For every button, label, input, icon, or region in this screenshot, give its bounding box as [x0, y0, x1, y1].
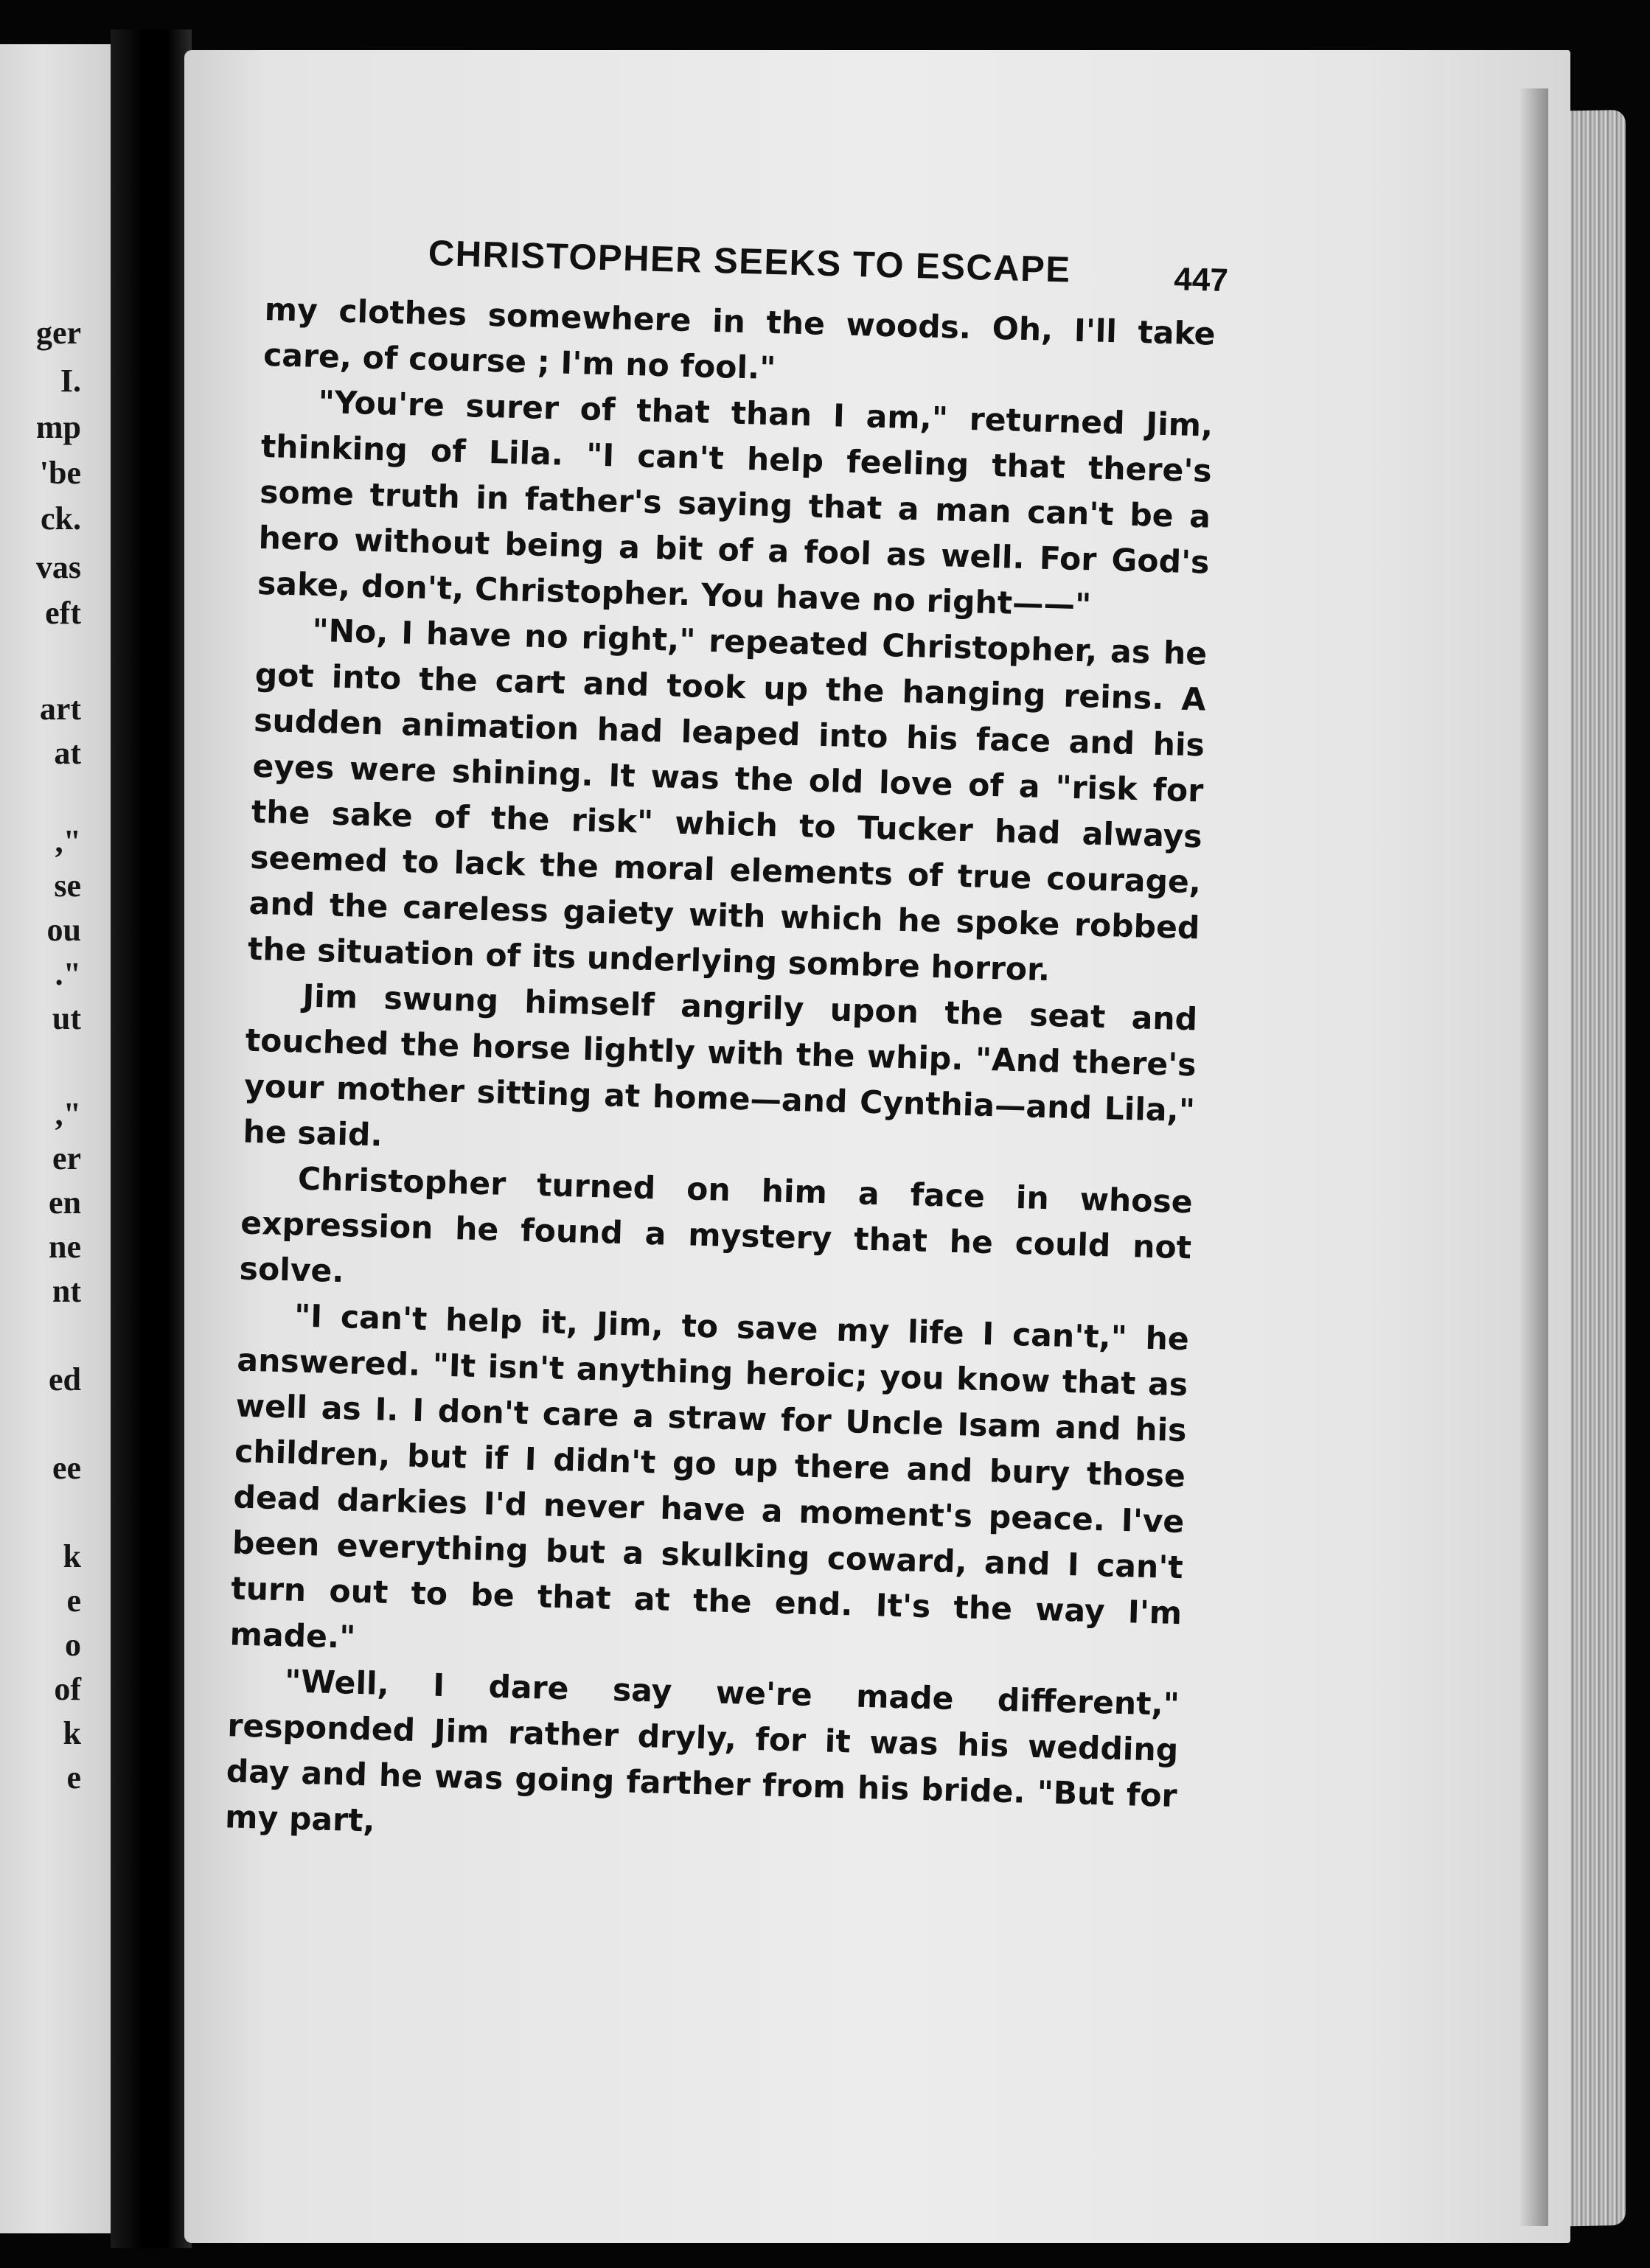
page-edge-shadow [1519, 88, 1548, 2226]
left-page-fragment: en [49, 1184, 81, 1221]
paragraph: "You're surer of that than I am," returned Jim, thinking of Lila. "I can't help feeling that there's some truth in father's saying that a man can't be a hero without being a bit of a fool as well. For God's sake, don't, Christopher. You have no right——" [257, 384, 1214, 624]
left-page-fragment: e [66, 1583, 81, 1619]
left-page-fragment: I. [60, 363, 81, 399]
left-page-fragment: er [52, 1140, 81, 1176]
paragraph: Jim swung himself angrily upon the seat and touched the horse lightly with the whip. "And there's your mother sitting at home—and Cynthia—and Lila," he said. [242, 978, 1198, 1154]
left-page-fragment: ne [49, 1229, 81, 1265]
paragraph: Christopher turned on him a face in whose expression he found a mystery that he could not solve. [239, 1161, 1194, 1291]
left-page-fragment: ck. [41, 500, 81, 537]
left-page-fragment: art [39, 691, 81, 727]
left-page-fragment: of [54, 1671, 81, 1707]
body-text [224, 287, 1216, 1866]
left-page-fragment: ," [55, 1096, 81, 1132]
page-number: 447 [1173, 261, 1229, 299]
page-text-block [224, 221, 1229, 1866]
left-page-fragment: 'be [39, 455, 81, 491]
left-page-fragment: ee [52, 1450, 81, 1486]
left-page-fragment: at [54, 735, 81, 771]
paragraph: my clothes somewhere in the woods. Oh, I'll take care, of course ; I'm no fool." [262, 291, 1216, 388]
book-gutter [111, 29, 192, 2248]
left-page-fragment: e [66, 1759, 81, 1796]
left-page-fragment: ." [55, 956, 81, 992]
paragraph: "No, I have no right," repeated Christopher, as he got into the cart and took up the hanging reins. A sudden animation had leaped into his face and his eyes were shining. It was the old love of a "risk for the sake of the risk" which to Tucker had always seemed to lack the moral elements of true courage, and the careless gaiety with which he spoke robbed the situation of its underlying sombre horror. [247, 613, 1208, 989]
paragraph: "I can't help it, Jim, to save my life I can't," he answered. "It isn't anything heroic; you know that as well as I. I don't care a straw for Uncle Isam and his children, but if I didn't go up there and bury those dead darkies I'd never have a moment's peace. I've been everything but a skulking coward, and I can't turn out to be that at the end. It's the way I'm made." [229, 1298, 1190, 1656]
left-page-fragment: se [54, 868, 81, 904]
left-page-fragment: mp [35, 409, 81, 445]
left-page-fragment: k [63, 1538, 81, 1574]
left-page-fragment: ou [46, 912, 81, 948]
running-title: CHRISTOPHER SEEKS TO ESCAPE [428, 233, 1072, 290]
left-page-fragment: vas [35, 549, 81, 585]
left-page [0, 44, 114, 2233]
left-page-fragment: k [63, 1715, 81, 1751]
left-page-fragment: ger [35, 315, 81, 351]
left-page-fragment: ut [52, 1000, 81, 1036]
paragraph: "Well, I dare say we're made different," responded Jim rather dryly, for it was his wedding day and he was going farther from his bride. "But for my part, [224, 1664, 1180, 1840]
left-page-fragment: o [65, 1627, 81, 1663]
left-page-text-fragments [0, 44, 81, 2233]
left-page-fragment: nt [52, 1273, 81, 1309]
left-page-fragment: eft [45, 595, 81, 631]
left-page-fragment: ," [55, 823, 81, 859]
left-page-fragment: ed [49, 1361, 81, 1398]
